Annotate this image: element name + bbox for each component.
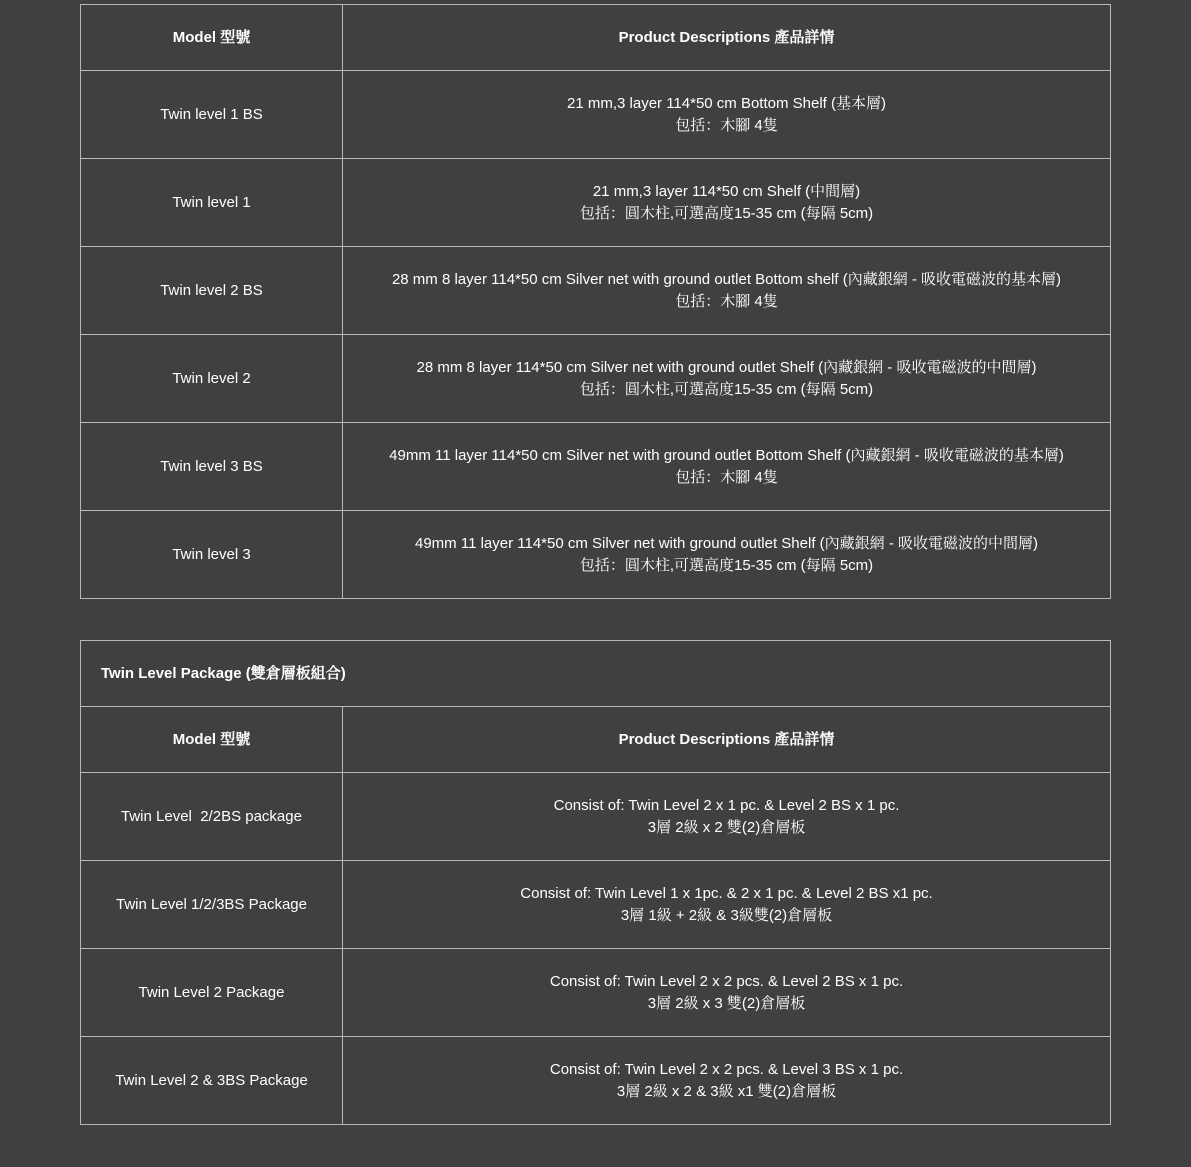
description-cell (343, 773, 1111, 861)
table-row (81, 335, 1111, 423)
model-cell: Twin level 1 (81, 159, 343, 247)
table-row (81, 861, 1111, 949)
description-line: 包括：圓木柱,可選高度15-35 cm (每隔 5cm) (579, 380, 874, 398)
model-cell: Twin Level 1/2/3BS Package (81, 861, 343, 949)
description-line: 28 mm 8 layer 114*50 cm Silver net with ground outlet Shelf (內藏銀網 - 吸收電磁波的中間層) (416, 358, 1037, 376)
description-line: 49mm 11 layer 114*50 cm Silver net with ground outlet Bottom Shelf (內藏銀網 - 吸收電磁波的基本層) (389, 446, 1064, 464)
model-cell: Twin level 2 (81, 335, 343, 423)
table-row (81, 1037, 1111, 1125)
table-row (81, 773, 1111, 861)
description-cell (343, 159, 1111, 247)
description-line: 包括：圓木柱,可選高度15-35 cm (每隔 5cm) (579, 204, 874, 222)
table-row (81, 71, 1111, 159)
package-table-title: Twin Level Package (雙倉層板組合) (81, 641, 1111, 707)
package-title-row (81, 641, 1111, 707)
description-cell (343, 861, 1111, 949)
description-line: Consist of: Twin Level 1 x 1pc. & 2 x 1 pc. & Level 2 BS x1 pc. (520, 884, 933, 902)
description-line: 49mm 11 layer 114*50 cm Silver net with ground outlet Shelf (內藏銀網 - 吸收電磁波的中間層) (415, 534, 1038, 552)
description-line: 3層 2級 x 3 雙(2)倉層板 (647, 994, 806, 1012)
description-cell (343, 247, 1111, 335)
model-cell: Twin level 3 (81, 511, 343, 599)
table-header-row (81, 5, 1111, 71)
description-line: 3層 1級 + 2級 & 3級雙(2)倉層板 (620, 906, 833, 924)
description-line: 21 mm,3 layer 114*50 cm Shelf (中間層) (592, 182, 861, 200)
model-cell: Twin level 2 BS (81, 247, 343, 335)
table-row (81, 247, 1111, 335)
description-line: 包括：木腳 4隻 (675, 116, 778, 134)
table-row (81, 159, 1111, 247)
model-cell: Twin Level 2 Package (81, 949, 343, 1037)
model-cell: Twin level 3 BS (81, 423, 343, 511)
shelf-models-table (80, 4, 1111, 599)
table-row (81, 949, 1111, 1037)
description-line: 28 mm 8 layer 114*50 cm Silver net with ground outlet Bottom shelf (內藏銀網 - 吸收電磁波的基本層) (391, 270, 1062, 288)
description-line: Consist of: Twin Level 2 x 2 pcs. & Level 3 BS x 1 pc. (549, 1060, 904, 1078)
description-cell (343, 511, 1111, 599)
description-cell (343, 423, 1111, 511)
description-column-header: Product Descriptions 產品詳情 (343, 707, 1111, 773)
table-row (81, 423, 1111, 511)
model-column-header: Model 型號 (81, 5, 343, 71)
package-table (80, 640, 1111, 1125)
description-cell (343, 71, 1111, 159)
description-line: Consist of: Twin Level 2 x 2 pcs. & Level 2 BS x 1 pc. (549, 972, 904, 990)
model-cell: Twin level 1 BS (81, 71, 343, 159)
description-cell (343, 335, 1111, 423)
model-cell: Twin Level 2 & 3BS Package (81, 1037, 343, 1125)
description-line: 3層 2級 x 2 雙(2)倉層板 (647, 818, 806, 836)
description-cell (343, 1037, 1111, 1125)
table-header-row (81, 707, 1111, 773)
description-column-header: Product Descriptions 產品詳情 (343, 5, 1111, 71)
description-line: 包括：圓木柱,可選高度15-35 cm (每隔 5cm) (579, 556, 874, 574)
table-row (81, 511, 1111, 599)
description-cell (343, 949, 1111, 1037)
description-line: 包括：木腳 4隻 (675, 468, 778, 486)
model-cell: Twin Level 2/2BS package (81, 773, 343, 861)
model-column-header: Model 型號 (81, 707, 343, 773)
description-line: Consist of: Twin Level 2 x 1 pc. & Level 2 BS x 1 pc. (553, 796, 900, 814)
description-line: 21 mm,3 layer 114*50 cm Bottom Shelf (基本層) (567, 94, 886, 112)
description-line: 包括：木腳 4隻 (675, 292, 778, 310)
description-line: 3層 2級 x 2 & 3級 x1 雙(2)倉層板 (616, 1082, 837, 1100)
